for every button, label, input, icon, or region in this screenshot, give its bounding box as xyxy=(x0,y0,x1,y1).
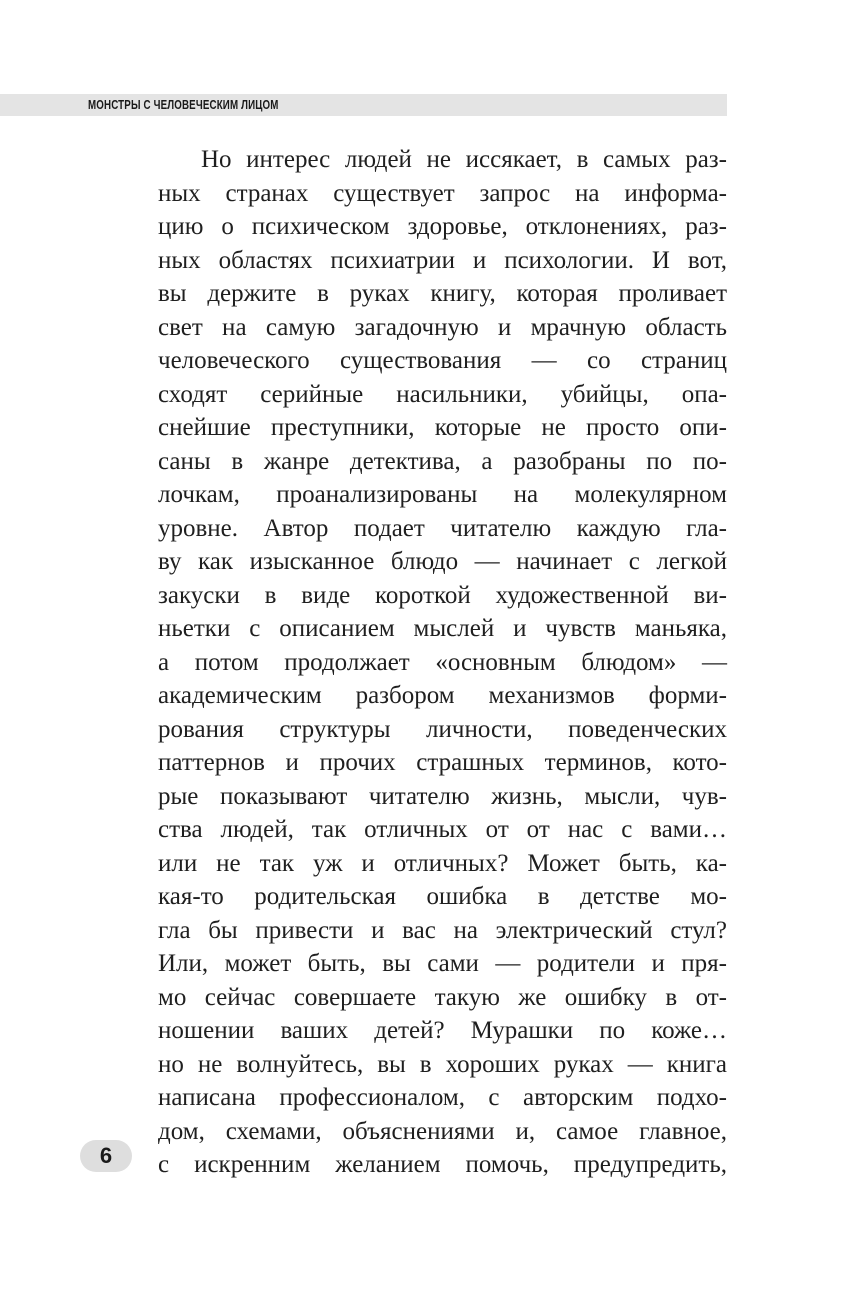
text-line: Но интерес людей не иссякает, в самых раз- xyxy=(201,146,727,173)
text-line: лочкам, проанализированы на молекулярном xyxy=(158,481,727,508)
text-line: ньетки с описанием мыслей и чувств маньяка, xyxy=(158,615,727,642)
text-line: цию о психическом здоровье, отклонениях, раз- xyxy=(158,213,727,240)
text-line: паттернов и прочих страшных терминов, кото- xyxy=(158,749,727,776)
text-line: но не волнуйтесь, вы в хороших руках — книга xyxy=(158,1050,727,1078)
page-number: 6 xyxy=(99,1143,113,1168)
text-line: Или, может быть, вы сами — родители и пря- xyxy=(158,950,727,977)
text-line: или не так уж и отличных? Может быть, ка- xyxy=(158,849,727,877)
text-line: ву как изысканное блюдо — начинает с легкой xyxy=(158,548,727,575)
text-line: вы держите в руках книгу, которая проливает xyxy=(158,280,727,307)
text-line: человеческого существования — со страниц xyxy=(158,347,727,374)
text-line: саны в жанре детектива, а разобраны по по- xyxy=(158,447,727,475)
running-header-bar xyxy=(0,94,727,116)
page-number-badge xyxy=(80,1140,132,1172)
text-line: дом, схемами, объяснениями и, самое главное, xyxy=(158,1117,727,1145)
text-line: кая-то родительская ошибка в детстве мо- xyxy=(158,883,727,910)
body-text xyxy=(158,143,727,1182)
text-line: уровне. Автор подает читателю каждую гла- xyxy=(158,514,727,542)
text-line: ношении ваших детей? Мурашки по коже… xyxy=(158,1017,727,1044)
text-line: а потом продолжает «основным блюдом» — xyxy=(158,648,727,676)
text-line: рования структуры личности, поведенческих xyxy=(158,715,727,743)
text-line: ных странах существует запрос на информа- xyxy=(158,179,727,207)
text-line: академическим разбором механизмов форми- xyxy=(158,682,727,709)
text-line: ства людей, так отличных от от нас с вами… xyxy=(158,816,727,843)
text-line: написана профессионалом, с авторским подхо- xyxy=(158,1084,727,1111)
text-line: гла бы привести и вас на электрический стул? xyxy=(158,916,727,944)
text-line: ных областях психиатрии и психологии. И вот, xyxy=(158,246,727,274)
text-line: рые показывают читателю жизнь, мысли, чув- xyxy=(158,782,727,810)
text-line: с искренним желанием помочь, предупредить, xyxy=(158,1151,727,1178)
text-line: свет на самую загадочную и мрачную область xyxy=(158,313,727,341)
text-line: снейшие преступники, которые не просто опи- xyxy=(158,414,727,441)
text-line: закуски в виде короткой художественной ви- xyxy=(158,581,727,609)
running-title: МОНСТРЫ С ЧЕЛОВЕЧЕСКИМ ЛИЦОМ xyxy=(88,98,279,112)
text-line: мо сейчас совершаете такую же ошибку в от- xyxy=(158,983,727,1011)
text-line: сходят серийные насильники, убийцы, опа- xyxy=(158,380,727,408)
